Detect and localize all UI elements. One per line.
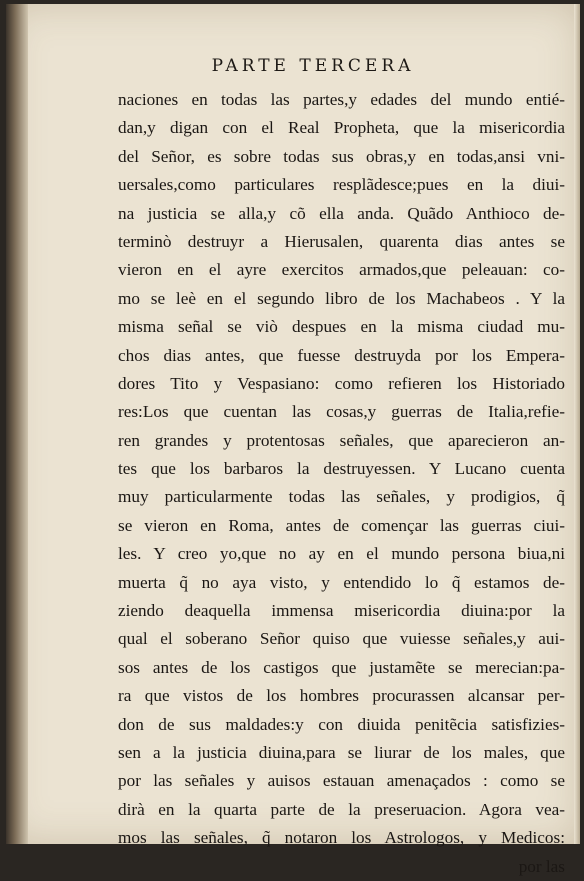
text-line: sen a la justicia diuina,para se liurar de los males, que [118, 742, 565, 762]
text-line: naciones en todas las partes,y edades del mundo entié- [118, 90, 565, 109]
text-line: dores Tito y Vespasiano: como refieren los Historiado [118, 373, 565, 393]
text-line: res:Los que cuentan las cosas,y guerras de Italia,refie- [118, 402, 565, 422]
text-line: misma señal se viò despues en la misma ciudad mu- [118, 317, 565, 337]
text-line: se vieron en Roma, antes de començar las guerras ciui- [118, 515, 565, 535]
text-line: les. Y creo yo,que no ay en el mundo persona biua,ni [118, 544, 565, 564]
text-line: por las señales y auisos estauan amenaçados : como se [118, 771, 565, 791]
text-line: uersales,como particulares resplãdesce;pues en la diui- [118, 175, 565, 195]
text-line: mos las señales, q̃ notaron los Astrologos, y Medicos: [118, 828, 565, 848]
text-line: qual el soberano Señor quiso que vuiesse señales,y aui- [118, 629, 565, 649]
book-page [6, 4, 580, 876]
running-head: PARTE TERCERA [211, 56, 415, 76]
text-line: ra que vistos de los hombres procurassen alcansar per- [118, 686, 565, 706]
text-line: terminò destruyr a Hierusalen, quarenta dias antes se [118, 231, 565, 251]
page-edge [574, 4, 580, 844]
text-line: por las [518, 856, 565, 876]
text-line: tes que los barbaros la destruyessen. Y Lucano cuenta [118, 459, 565, 479]
binding-gutter [6, 4, 28, 844]
text-line: sos antes de los castigos que justamẽte se merecian:pa- [118, 657, 565, 677]
text-line: chos dias antes, que fuesse destruyda por los Empera- [118, 345, 565, 365]
body-text [118, 86, 565, 881]
text-line: mo se leè en el segundo libro de los Machabeos . Y la [118, 288, 565, 308]
text-line: del Señor, es sobre todas sus obras,y en todas,ansi vni- [118, 146, 565, 166]
text-line: ziendo deaquella immensa misericordia diuina:por la [118, 601, 565, 621]
text-line: dan,y digan con el Real Propheta, que la misericordia [118, 118, 565, 138]
text-line: don de sus maldades:y con diuida penitẽcia satisfizies- [118, 714, 565, 734]
text-line: muy particularmente todas las señales, y prodigios, q̃ [118, 487, 565, 507]
text-line: vieron en el ayre exercitos armados,que peleauan: co- [118, 260, 565, 280]
text-line: dirà en la quarta parte de la preseruacion. Agora vea- [118, 799, 565, 819]
text-line: na justicia se alla,y cõ ella anda. Quãdo Anthioco de- [118, 203, 565, 223]
text-line: ren grandes y protentosas señales, que aparecieron an- [118, 430, 565, 450]
text-line: muerta q̃ no aya visto, y entendido lo q̃ estamos de- [118, 572, 565, 592]
